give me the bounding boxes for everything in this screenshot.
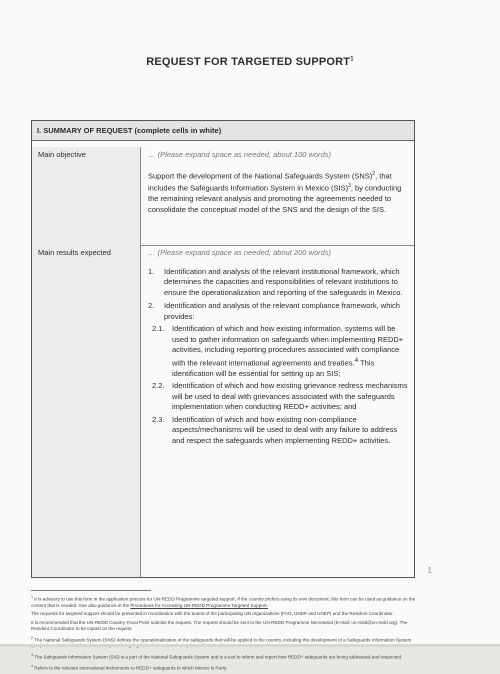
section-header: I. SUMMARY OF REQUEST (complete cells in white) [32, 121, 414, 141]
main-results-row [32, 245, 414, 577]
title-text: REQUEST FOR TARGETED SUPPORT [146, 56, 351, 68]
footnote-divider [31, 590, 151, 591]
footnote-3: $^3$ The Safeguards Information System (SIS) is a part of the National Safeguards System and is a tool to inform and report how REDD+ safeguards are being addressed and respected. [31, 652, 403, 660]
procedures-link[interactable]: Procedures for Accessing UN-REDD Programme Targeted Support. [130, 602, 268, 608]
footnote-4: $^4$ Refers to the relevant international instruments to REDD+ safeguards to which Mexico is Party. [31, 663, 228, 671]
request-form-table [31, 120, 415, 578]
main-objective-label: Main objective [32, 147, 141, 245]
page-number: 1 [427, 566, 432, 575]
footnote-recommendation: It is recommended that the UN-REDD Country Focal Point submits the request. The request should be sent to the UN-REDD Programme Secretariat (E-mail: un-redd@un-redd.org). The Resident Coordinator to be copied on the request. [31, 619, 408, 631]
title-footnote-marker: 1 [350, 56, 354, 63]
footnote-1: $^1$ It is advisory to use this form in the application process for UN-REDD Programme targeted support. If the country prefers using its own document, this form can be used as guidance on the content that is needed. See also guidance in the Procedures for Accessing UN-REDD Programme Targeted Support. [31, 595, 416, 608]
footnotes [31, 594, 421, 674]
footnote-requests: The requests for targeted support should be presented in coordination with the teams of the participating UN organizations (FAO, UNDP and UNEP) and the Resident Coordinator. [31, 611, 394, 617]
main-results-hint: … (Please expand space as needed, about 200 words) [148, 248, 332, 257]
main-objective-hint: … (Please expand space as needed, about 100 words) [148, 150, 332, 159]
main-results-cell[interactable] [142, 245, 414, 577]
main-objective-row [32, 147, 414, 246]
result-item-1: 1. Identification and analysis of the relevant institutional framework, which determines the capacities and responsibilities of relevant institutions to ensure the operationalization and reporting of the safeguards in Mexico. [148, 266, 403, 297]
footnote-2: $^2$ The National Safeguards System (SNS) defines the operationalization of the safeguards that will be applied in the country, including the development of a Safeguards Information System [31, 635, 412, 643]
result-subitem-2-3: 2.3. Identification of which and how existing non-compliance aspects/mechanisms will be used to deal with any failure to address and respect the safeguards when implementing REDD+ activities. [152, 414, 398, 445]
main-objective-cell[interactable] [142, 147, 414, 245]
main-objective-text: Support the development of the National Safeguards System (SNS)$^2$, that includes the Safeguards Information System in Mexico (SIS)$^3$, by conducting the remaining relevant analysis and promoting the agreements needed to consolidate the conceptual model of the SNS and the design of the SIS. [148, 170, 402, 214]
page-title [0, 56, 500, 68]
result-item-2: 2. Identification and analysis of the relevant compliance framework, which provides: [148, 301, 400, 321]
result-subitem-2-2: 2.2. Identification of which and how existing grievance redress mechanisms will be used to deal with grievances associated with the safeguards implementation when conducting REDD+ activities; and [152, 381, 408, 411]
result-subitem-2-1: 2.1. Identification of which and how existing information, systems will be used to gather information on safeguards when implementing REDD+ activities, including reporting procedures associated with compliance with the relevant international agreements and treaties.$^4$ This identification will be essential for setting up an SIS; [152, 324, 404, 378]
main-results-label: Main results expected [32, 245, 141, 577]
